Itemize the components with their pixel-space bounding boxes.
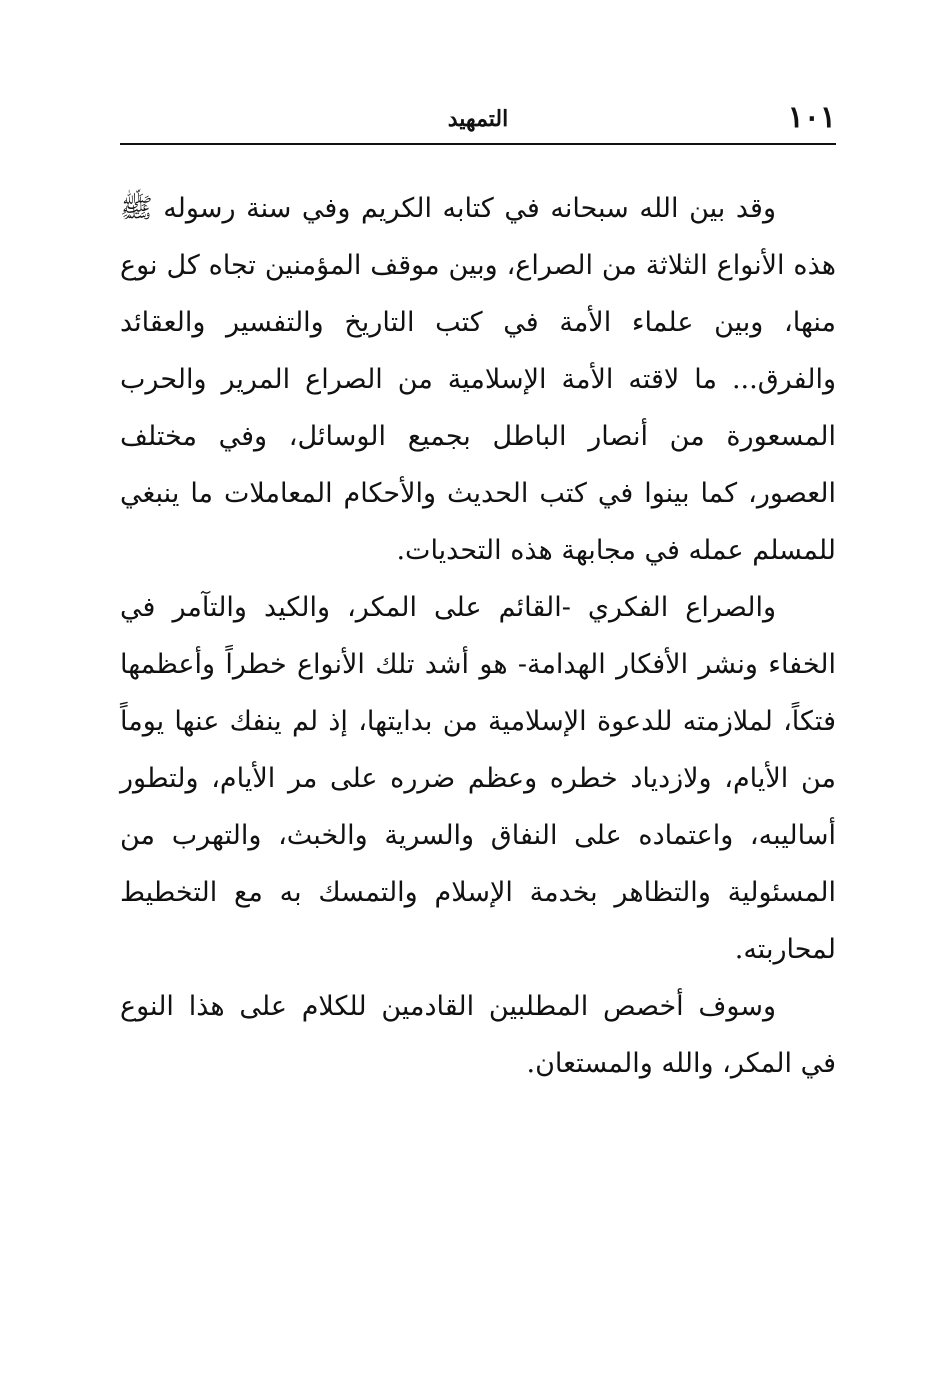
page-number: ١٠١ — [787, 100, 836, 135]
paragraph-1: وقد بين الله سبحانه في كتابه الكريم وفي سنة رسوله ﷺ هذه الأنواع الثلاثة من الصراع، وبين موقف المؤمنين تجاه كل نوع منها، وبين علماء الأمة في كتب التاريخ والتفسير والعقائد والفرق... ما لاقته الأمة الإسلامية من الصراع المرير والحرب المسعورة من أنصار الباطل بجميع الوسائل، وفي مختلف العصور، كما بينوا في كتب الحديث والأحكام المعاملات ما ينبغي للمسلم عمله في مجابهة هذه التحديات. — [120, 193, 836, 566]
paragraph-3: وسوف أخصص المطلبين القادمين للكلام على هذا النوع في المكر، والله والمستعان. — [120, 991, 836, 1079]
body-text — [120, 180, 836, 1092]
header-divider — [120, 143, 836, 145]
paragraph-2: والصراع الفكري -القائم على المكر، والكيد والتآمر في الخفاء ونشر الأفكار الهدامة- هو أشد تلك الأنواع خطراً وأعظمها فتكاً، لملازمته للدعوة الإسلامية من بدايتها، إذ لم ينفك عنها يوماً من الأيام، ولازدياد خطره وعظم ضرره على مر الأيام، ولتطور أساليبه، واعتماده على النفاق والسرية والخبث، والتهرب من المسئولية والتظاهر بخدمة الإسلام والتمسك به مع التخطيط لمحاربته. — [120, 592, 836, 965]
page-header — [120, 100, 836, 140]
running-title: التمهيد — [447, 106, 509, 132]
